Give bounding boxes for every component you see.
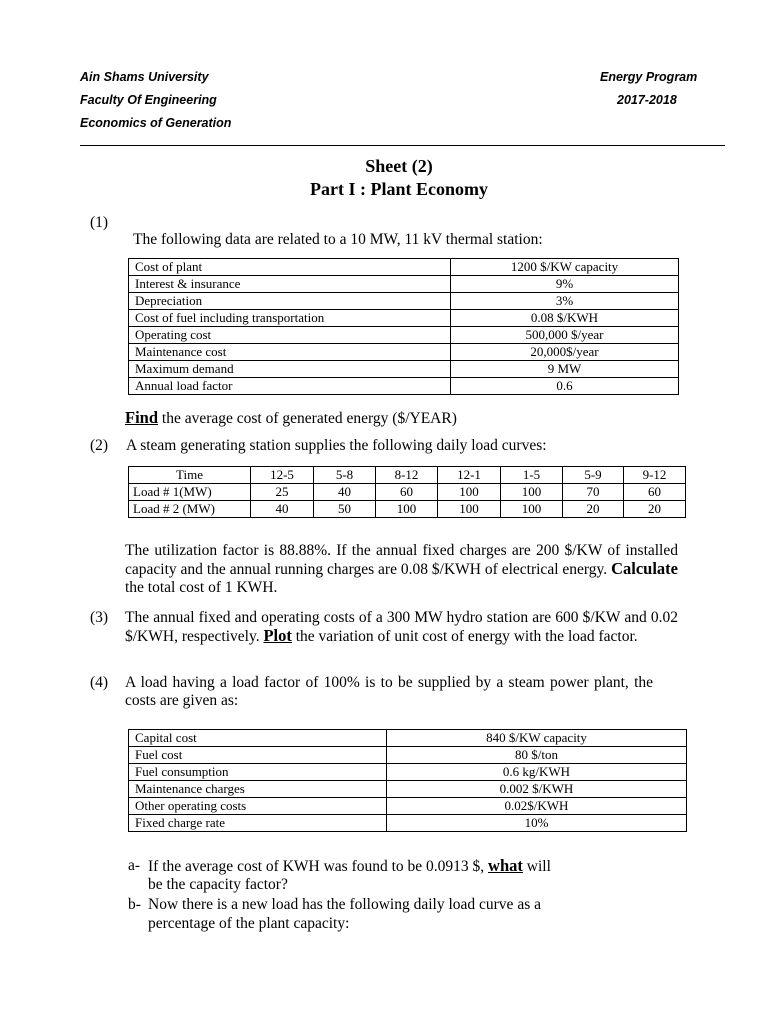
table-cell: Operating cost xyxy=(129,327,451,344)
table-header-cell: 5-8 xyxy=(314,467,376,484)
table-cell: 100 xyxy=(438,501,501,518)
what-keyword: what xyxy=(488,856,523,875)
table-cell: 20 xyxy=(624,501,686,518)
table-cell: Fuel cost xyxy=(129,747,387,764)
table-header-cell: 12-1 xyxy=(438,467,501,484)
find-keyword: Find xyxy=(125,408,159,427)
table-cell: 40 xyxy=(251,501,314,518)
table-header-cell: 12-5 xyxy=(251,467,314,484)
problem-1-intro: The following data are related to a 10 MW, 11 kV thermal station: xyxy=(133,231,543,248)
problem-2-text-before: The utilization factor is 88.88%. If the annual fixed charges are 200 $/KW of installed capacity and the annual running charges are 0.08 $/KWH of electrical energy. xyxy=(125,542,678,578)
problem-1-find-line xyxy=(125,409,457,428)
table-row xyxy=(129,276,679,293)
problem-4-intro: A load having a load factor of 100% is to be supplied by a steam power plant, the costs are given as: xyxy=(125,674,653,709)
table-cell: 20,000$/year xyxy=(451,344,679,361)
problem-2-intro: A steam generating station supplies the following daily load curves: xyxy=(126,437,547,454)
sheet-title: Sheet (2) xyxy=(365,156,433,176)
table-cell: Interest & insurance xyxy=(129,276,451,293)
table-cell: Maintenance cost xyxy=(129,344,451,361)
table-cell: Annual load factor xyxy=(129,378,451,395)
table-cell: 10% xyxy=(387,815,687,832)
table-cell: 9 MW xyxy=(451,361,679,378)
course-name: Economics of Generation xyxy=(80,116,232,130)
table-cell: Capital cost xyxy=(129,730,387,747)
table-cell: Cost of plant xyxy=(129,259,451,276)
table-cell: Load # 2 (MW) xyxy=(129,501,251,518)
table-row xyxy=(129,293,679,310)
table-cell: 500,000 $/year xyxy=(451,327,679,344)
table-cell: 0.08 $/KWH xyxy=(451,310,679,327)
table-cell: Maximum demand xyxy=(129,361,451,378)
problem-3-text-after: the variation of unit cost of energy with the load factor. xyxy=(291,628,638,645)
table-cell: Cost of fuel including transportation xyxy=(129,310,451,327)
question-a-text-after: will xyxy=(522,858,551,875)
table-row xyxy=(129,815,687,832)
table-cell: 40 xyxy=(314,484,376,501)
table-cell: 840 $/KW capacity xyxy=(387,730,687,747)
table-header-cell: 5-9 xyxy=(563,467,624,484)
problem-4-number: (4) xyxy=(90,674,109,691)
plot-keyword: Plot xyxy=(263,626,292,645)
table-row xyxy=(129,310,679,327)
problem-2-load-table xyxy=(128,466,686,518)
problem-2-text-after: the total cost of 1 KWH. xyxy=(125,579,278,596)
table-cell: Fuel consumption xyxy=(129,764,387,781)
table-cell: Fixed charge rate xyxy=(129,815,387,832)
table-cell: 0.6 kg/KWH xyxy=(387,764,687,781)
question-b-label: b- xyxy=(128,896,141,913)
table-cell: 20 xyxy=(563,501,624,518)
table-cell: Other operating costs xyxy=(129,798,387,815)
table-row xyxy=(129,764,687,781)
table-cell: 60 xyxy=(624,484,686,501)
table-row xyxy=(129,781,687,798)
table-cell: 3% xyxy=(451,293,679,310)
table-row xyxy=(129,344,679,361)
question-b-line-1: Now there is a new load has the following daily load curve as a xyxy=(148,896,541,913)
table-row xyxy=(129,798,687,815)
table-header-cell: 1-5 xyxy=(501,467,563,484)
table-cell: 100 xyxy=(501,501,563,518)
question-a-text-before: If the average cost of KWH was found to be 0.0913 $, xyxy=(148,858,489,875)
table-cell: 80 $/ton xyxy=(387,747,687,764)
table-cell: 100 xyxy=(438,484,501,501)
table-row xyxy=(129,484,686,501)
table-row xyxy=(129,361,679,378)
table-cell: 9% xyxy=(451,276,679,293)
table-cell: Depreciation xyxy=(129,293,451,310)
question-b-line-2: percentage of the plant capacity: xyxy=(148,915,350,932)
table-row xyxy=(129,501,686,518)
table-header-cell: 9-12 xyxy=(624,467,686,484)
problem-2-paragraph xyxy=(125,542,678,597)
table-cell: 100 xyxy=(376,501,438,518)
table-row xyxy=(129,730,687,747)
problem-3-paragraph xyxy=(125,609,678,646)
calculate-keyword: Calculate xyxy=(611,559,678,578)
table-cell: 0.02$/KWH xyxy=(387,798,687,815)
problem-1-number: (1) xyxy=(90,214,109,231)
table-cell: 1200 $/KW capacity xyxy=(451,259,679,276)
table-cell: 25 xyxy=(251,484,314,501)
table-cell: 0.002 $/KWH xyxy=(387,781,687,798)
academic-year: 2017-2018 xyxy=(617,93,677,107)
question-a-line-2: be the capacity factor? xyxy=(148,876,288,893)
table-cell: Maintenance charges xyxy=(129,781,387,798)
header-divider xyxy=(80,145,725,146)
table-cell: Load # 1(MW) xyxy=(129,484,251,501)
question-a-label: a- xyxy=(128,857,141,874)
table-cell: 70 xyxy=(563,484,624,501)
problem-3-number: (3) xyxy=(90,609,109,626)
table-row xyxy=(129,747,687,764)
table-row xyxy=(129,378,679,395)
table-cell: 50 xyxy=(314,501,376,518)
table-header-cell: Time xyxy=(129,467,251,484)
problem-4-cost-table xyxy=(128,729,687,832)
table-header-row xyxy=(129,467,686,484)
program-name: Energy Program xyxy=(600,70,698,84)
table-cell: 0.6 xyxy=(451,378,679,395)
problem-3-text-before: The annual fixed and operating costs of a 300 MW hydro station are 600 $/KW and 0.02 $/KWH, respectively. xyxy=(125,609,678,645)
table-cell: 60 xyxy=(376,484,438,501)
part-title: Part I : Plant Economy xyxy=(310,179,488,199)
problem-2-number: (2) xyxy=(90,437,109,454)
question-a-line-1 xyxy=(148,857,551,876)
table-cell: 100 xyxy=(501,484,563,501)
table-header-cell: 8-12 xyxy=(376,467,438,484)
table-row xyxy=(129,259,679,276)
problem-1-data-table xyxy=(128,258,679,395)
table-row xyxy=(129,327,679,344)
university-name: Ain Shams University xyxy=(80,70,209,84)
faculty-name: Faculty Of Engineering xyxy=(80,93,217,107)
find-text: the average cost of generated energy ($/YEAR) xyxy=(158,410,457,427)
